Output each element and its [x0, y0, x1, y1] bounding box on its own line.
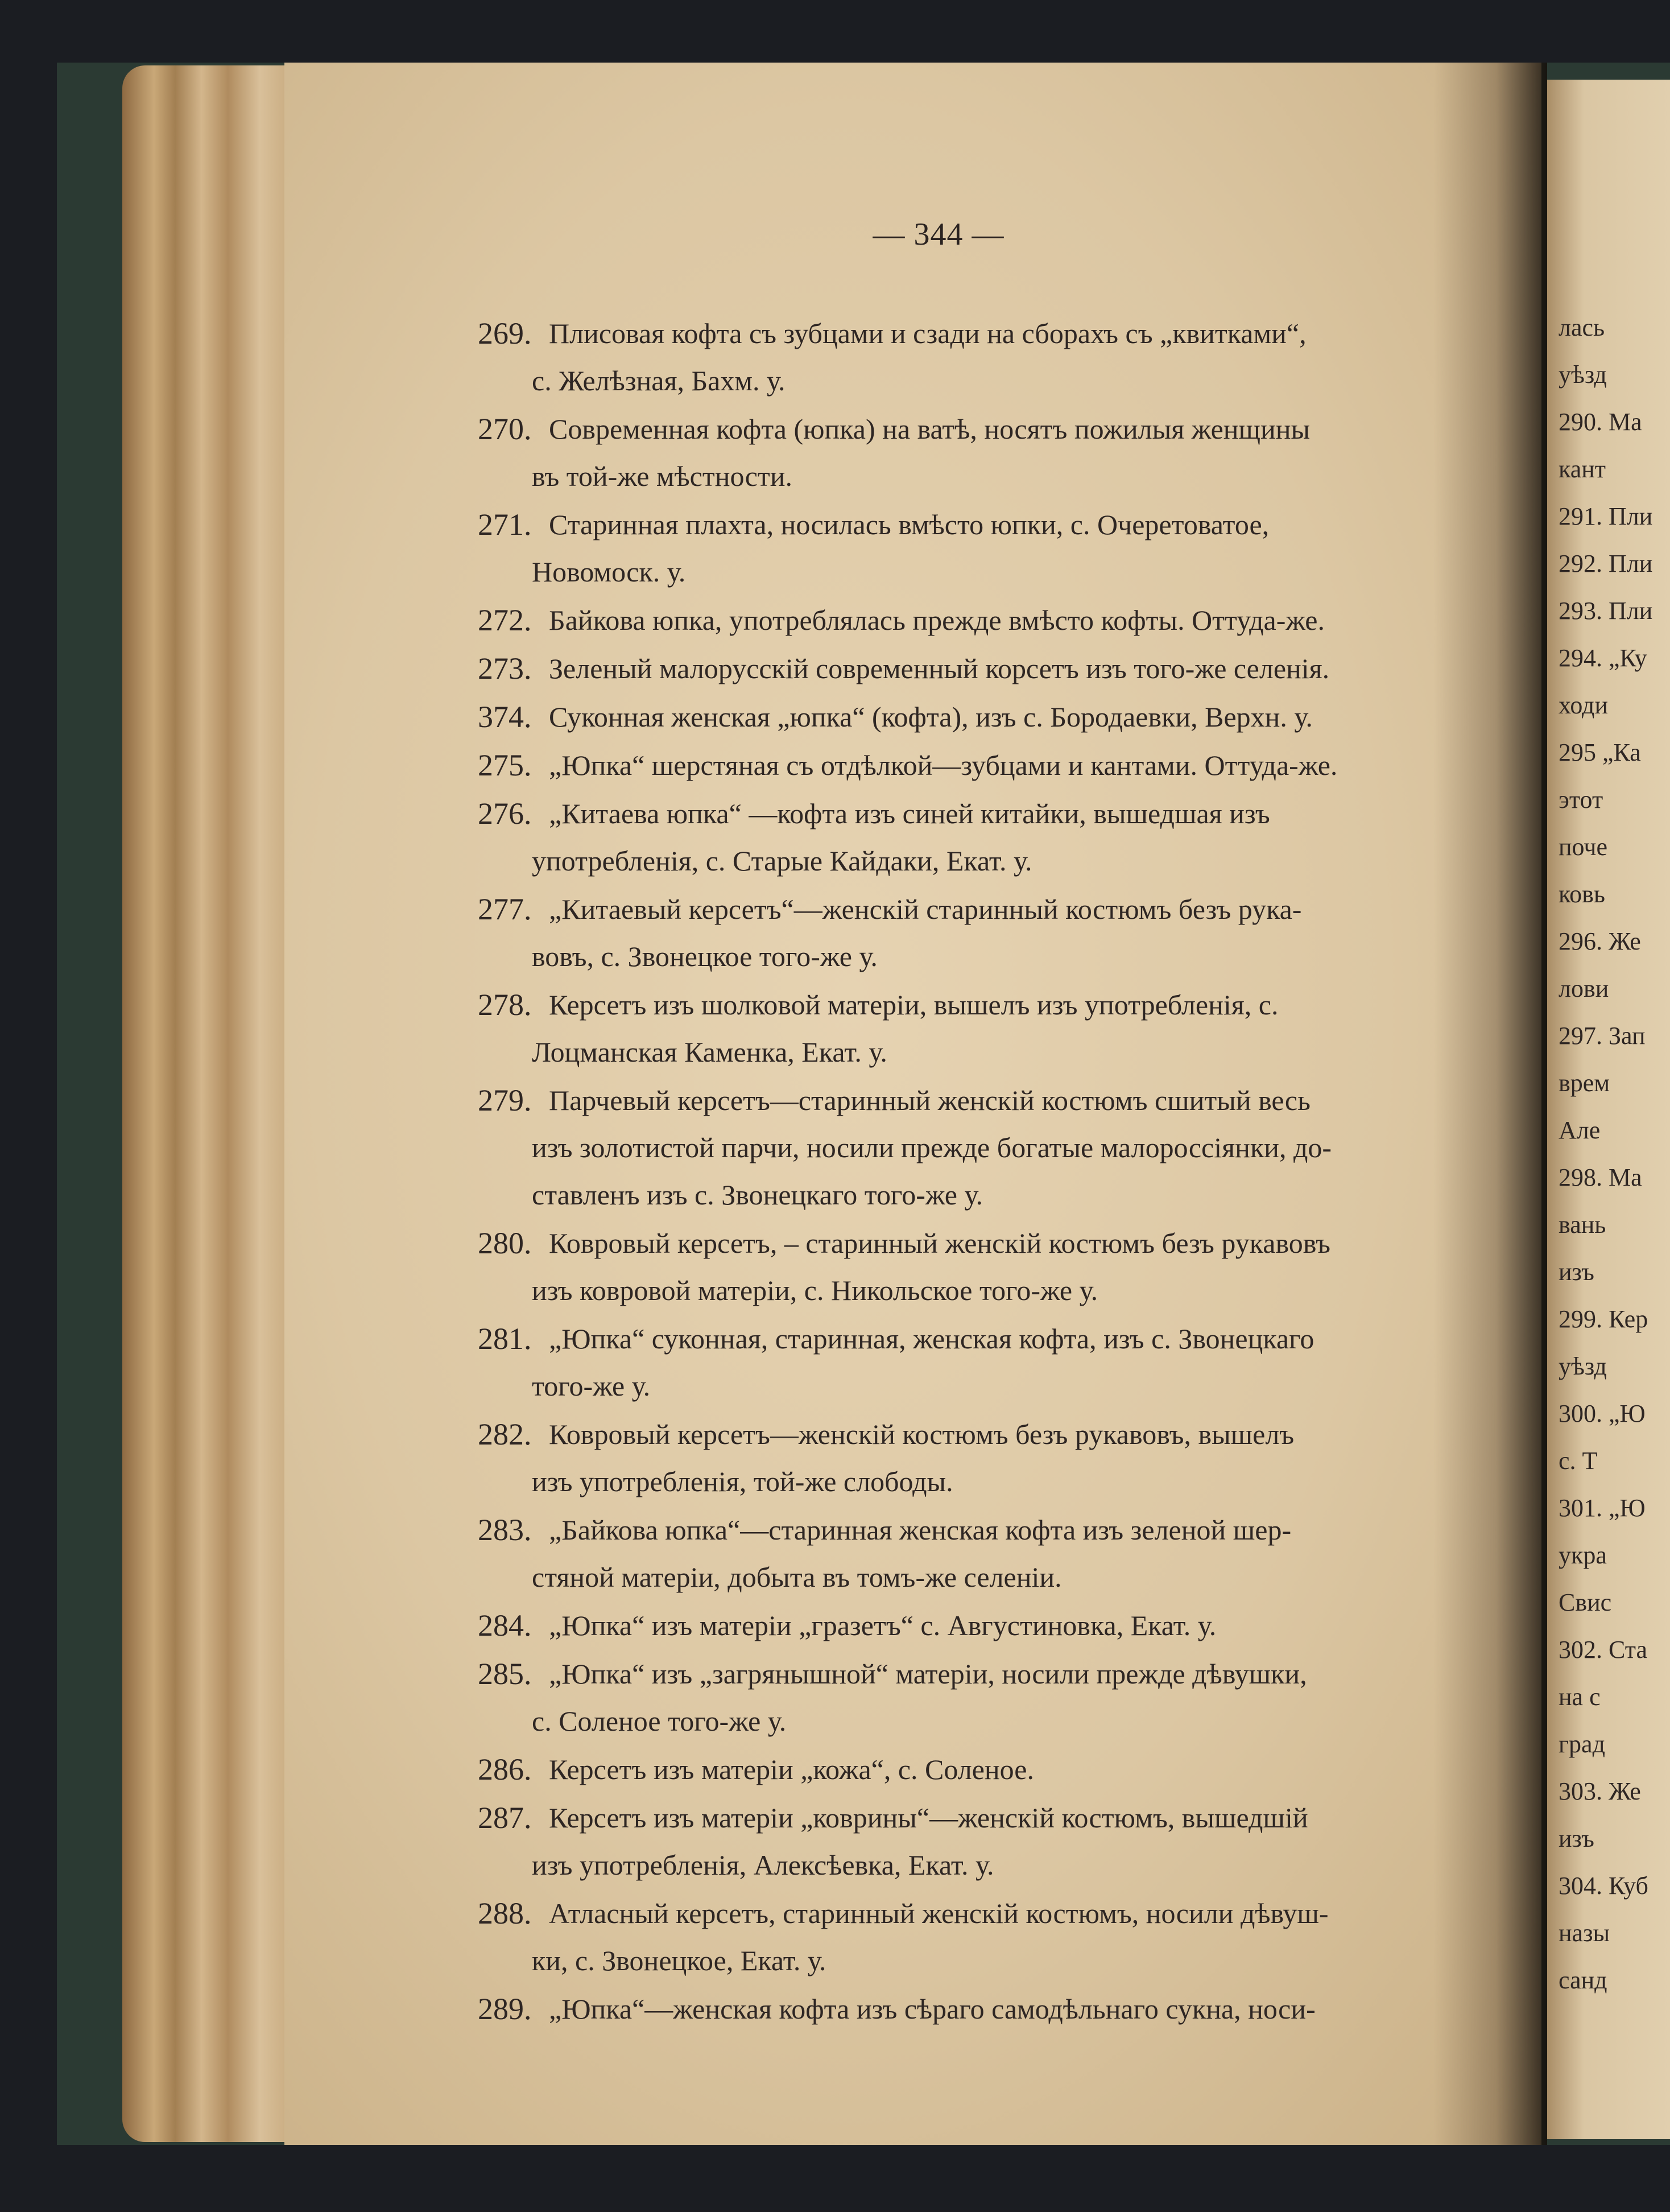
catalog-entry	[478, 501, 1490, 596]
entry-line: „Юпка“ шерстяная съ отдѣлкой—зубцами и кантами. Оттуда-же.	[549, 749, 1338, 781]
book-page-right-partial	[1547, 80, 1670, 2139]
entry-line: изъ употребленія, Алексѣевка, Екат. у.	[532, 1849, 994, 1881]
entry-line: „Юпка“ суконная, старинная, женская кофта, изъ с. Звонецкаго	[549, 1323, 1314, 1355]
entry-line: Плисовая кофта съ зубцами и сзади на сборахъ съ „квитками“,	[549, 317, 1307, 349]
catalog-entries	[478, 310, 1490, 2034]
entry-text	[532, 1077, 1490, 1219]
entry-line: вовъ, с. Звонецкое того-же у.	[532, 940, 878, 972]
entry-line: „Байкова юпка“—старинная женская кофта изъ зеленой шер-	[549, 1514, 1292, 1546]
next-page-fragment: уѣзд	[1559, 361, 1607, 389]
entry-text	[532, 790, 1490, 885]
entry-line: с. Соленое того-же у.	[532, 1705, 787, 1737]
entry-line: Лоцманская Каменка, Екат. у.	[532, 1036, 887, 1068]
entry-line: Зеленый малорусскій современный корсетъ изъ того-же селенія.	[549, 653, 1330, 684]
catalog-entry	[478, 597, 1490, 644]
entry-number: 280.	[478, 1226, 532, 1260]
next-page-fragment: 301. „Ю	[1559, 1494, 1646, 1522]
entry-number: 287.	[478, 1801, 532, 1835]
next-page-fragment: кант	[1559, 455, 1606, 483]
entry-number: 269.	[478, 316, 532, 350]
entry-line: Современная кофта (юпка) на ватѣ, носятъ пожилыя женщины	[549, 413, 1311, 445]
catalog-entry	[478, 1794, 1490, 1889]
next-page-fragment: 291. Пли	[1559, 502, 1653, 530]
next-page-fragment: Але	[1559, 1116, 1601, 1144]
book-gutter-shadow	[1433, 63, 1547, 2145]
next-page-fragment: лась	[1559, 313, 1605, 341]
next-page-fragment: врем	[1559, 1069, 1610, 1097]
entry-number: 285.	[478, 1657, 532, 1691]
entry-text	[532, 310, 1490, 405]
entry-text	[532, 1650, 1490, 1745]
entry-number: 270.	[478, 412, 532, 446]
catalog-entry	[478, 1220, 1490, 1314]
next-page-fragment: ходи	[1559, 691, 1608, 719]
entry-line: Парчевый керсетъ—старинный женскій костюмъ сшитый весь	[549, 1084, 1311, 1116]
entry-line: Атласный керсетъ, старинный женскій костюмъ, носили дѣвуш-	[549, 1897, 1329, 1929]
next-page-fragment: 299. Кер	[1559, 1305, 1648, 1333]
catalog-entry	[478, 645, 1490, 692]
entry-number: 276.	[478, 797, 532, 831]
entry-line: Керсетъ изъ шолковой матеріи, вышелъ изъ употребленія, с.	[549, 989, 1279, 1021]
catalog-entry	[478, 1986, 1490, 2033]
entry-text	[532, 981, 1490, 1076]
next-page-fragment: поче	[1559, 833, 1608, 861]
catalog-entry	[478, 1411, 1490, 1505]
entry-number: 282.	[478, 1417, 532, 1451]
next-page-fragment: уѣзд	[1559, 1352, 1607, 1380]
entry-line: Новомоск. у.	[532, 556, 686, 588]
catalog-entry	[478, 1890, 1490, 1984]
next-page-fragment: 295 „Ка	[1559, 738, 1641, 766]
entry-line: ставленъ изъ с. Звонецкаго того-же у.	[532, 1179, 983, 1211]
entry-line: с. Желѣзная, Бахм. у.	[532, 365, 786, 397]
entry-number: 374.	[478, 700, 532, 734]
entry-line: изъ золотистой парчи, носили прежде богатые малороссіянки, до-	[532, 1132, 1332, 1163]
catalog-entry	[478, 406, 1490, 500]
entry-line: Байкова юпка, употреблялась прежде вмѣсто кофты. Оттуда-же.	[549, 604, 1325, 636]
entry-number: 273.	[478, 651, 532, 686]
next-page-fragment: укра	[1559, 1541, 1607, 1569]
catalog-entry	[478, 1507, 1490, 1601]
entry-number: 277.	[478, 892, 532, 926]
entry-line: Ковровый керсетъ, – старинный женскій костюмъ безъ рукавовъ	[549, 1227, 1330, 1259]
next-page-fragment: 298. Ма	[1559, 1163, 1642, 1191]
entry-text	[549, 1986, 1490, 2033]
entry-number: 275.	[478, 748, 532, 782]
entry-line: „Юпка“—женская кофта изъ сѣраго самодѣльнаго сукна, носи-	[549, 1993, 1316, 2025]
next-page-fragment: ковь	[1559, 880, 1605, 908]
entry-line: въ той-же мѣстности.	[532, 460, 793, 492]
entry-number: 281.	[478, 1322, 532, 1356]
catalog-entry	[478, 310, 1490, 405]
entry-text	[549, 1746, 1490, 1793]
entry-number: 272.	[478, 603, 532, 637]
entry-number: 289.	[478, 1992, 532, 2026]
book-page-edges	[122, 65, 299, 2142]
next-page-fragment: 302. Ста	[1559, 1636, 1648, 1664]
entry-text	[549, 597, 1490, 644]
entry-line: употребленія, с. Старые Кайдаки, Екат. у.	[532, 845, 1032, 877]
next-page-fragment: 292. Пли	[1559, 550, 1653, 577]
entry-text	[532, 1507, 1490, 1601]
entry-text	[532, 886, 1490, 980]
next-page-fragment: 304. Куб	[1559, 1872, 1648, 1900]
entry-line: изъ употребленія, той-же слободы.	[532, 1466, 953, 1497]
entry-text	[532, 1315, 1490, 1410]
entry-line: „Китаевый керсетъ“—женскій старинный костюмъ безъ рука-	[549, 893, 1302, 925]
entry-text	[549, 694, 1490, 741]
next-page-fragment: этот	[1559, 786, 1603, 814]
next-page-fragment: лови	[1559, 975, 1609, 1002]
entry-text	[532, 406, 1490, 500]
entry-text	[532, 501, 1490, 596]
entry-text	[532, 1794, 1490, 1889]
catalog-entry	[478, 742, 1490, 789]
entry-text	[549, 742, 1490, 789]
entry-number: 283.	[478, 1513, 532, 1547]
entry-text	[549, 1602, 1490, 1649]
next-page-fragment: 303. Же	[1559, 1777, 1641, 1805]
page-number: — 344 —	[873, 217, 1005, 252]
entry-line: „Юпка“ изъ „загрянышной“ матеріи, носили прежде дѣвушки,	[549, 1658, 1307, 1690]
next-page-fragment: на с	[1559, 1683, 1601, 1711]
next-page-fragment: с. Т	[1559, 1447, 1598, 1475]
entry-line: стяной матеріи, добыта въ томъ-же селеніи.	[532, 1561, 1062, 1593]
catalog-entry	[478, 1650, 1490, 1745]
catalog-entry	[478, 790, 1490, 885]
catalog-entry	[478, 1602, 1490, 1649]
next-page-fragment: санд	[1559, 1966, 1607, 1994]
next-page-fragment: 296. Же	[1559, 927, 1641, 955]
entry-number: 279.	[478, 1083, 532, 1117]
entry-text	[549, 645, 1490, 692]
entry-line: „Китаева юпка“ —кофта изъ синей китайки, вышедшая изъ	[549, 798, 1270, 830]
entry-number: 286.	[478, 1752, 532, 1786]
entry-text	[532, 1220, 1490, 1314]
next-page-fragment: изъ	[1559, 1825, 1594, 1852]
entry-text	[532, 1411, 1490, 1505]
entry-line: „Юпка“ изъ матеріи „гразетъ“ с. Августиновка, Екат. у.	[549, 1610, 1217, 1641]
next-page-fragment: 290. Ма	[1559, 408, 1642, 436]
entry-line: изъ ковровой матеріи, с. Никольское того-же у.	[532, 1274, 1098, 1306]
next-page-fragment: 293. Пли	[1559, 597, 1653, 625]
catalog-entry	[478, 694, 1490, 741]
catalog-entry	[478, 981, 1490, 1076]
next-page-fragment: изъ	[1559, 1258, 1594, 1286]
catalog-entry	[478, 1077, 1490, 1219]
entry-line: того-же у.	[532, 1370, 651, 1402]
entry-line: Ковровый керсетъ—женскій костюмъ безъ рукавовъ, вышелъ	[549, 1418, 1295, 1450]
entry-line: Старинная плахта, носилась вмѣсто юпки, с. Очеретоватое,	[549, 509, 1270, 540]
entry-number: 288.	[478, 1896, 532, 1930]
entry-number: 278.	[478, 988, 532, 1022]
entry-line: Керсетъ изъ матеріи „коврины“—женскій костюмъ, вышедшій	[549, 1802, 1308, 1834]
next-page-fragment: вань	[1559, 1211, 1606, 1239]
next-page-fragment: 300. „Ю	[1559, 1400, 1646, 1427]
next-page-fragment: 297. Зап	[1559, 1022, 1646, 1050]
entry-line: ки, с. Звонецкое, Екат. у.	[532, 1945, 826, 1976]
catalog-entry	[478, 886, 1490, 980]
entry-number: 284.	[478, 1608, 532, 1643]
catalog-entry	[478, 1746, 1490, 1793]
entry-line: Керсетъ изъ матеріи „кожа“, с. Соленое.	[549, 1753, 1034, 1785]
catalog-entry	[478, 1315, 1490, 1410]
entry-text	[532, 1890, 1490, 1984]
next-page-fragment: назы	[1559, 1919, 1610, 1947]
entry-number: 271.	[478, 507, 532, 542]
next-page-fragment: 294. „Ку	[1559, 644, 1647, 672]
entry-line: Суконная женская „юпка“ (кофта), изъ с. Бородаевки, Верхн. у.	[549, 701, 1313, 733]
next-page-fragment: град	[1559, 1730, 1605, 1758]
next-page-fragment: Свиc	[1559, 1588, 1612, 1616]
